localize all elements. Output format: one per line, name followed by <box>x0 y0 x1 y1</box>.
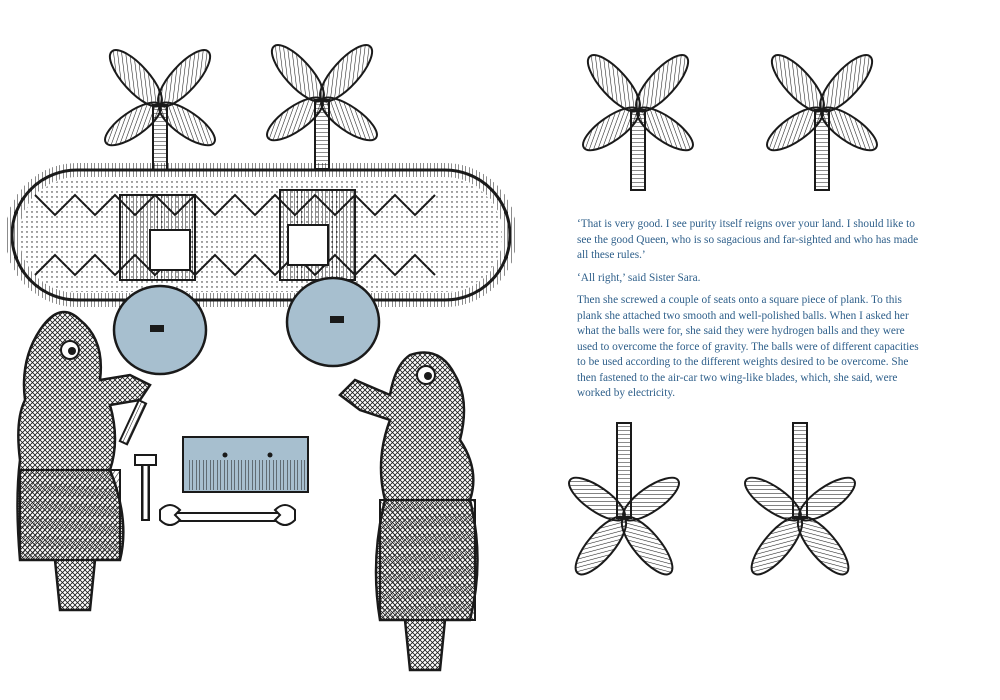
hydrogen-ball-icon <box>287 278 379 366</box>
hydrogen-ball-icon <box>114 286 206 374</box>
propeller-icon <box>739 423 861 582</box>
story-paragraph: Then she screwed a couple of seats onto a square piece of plank. To this plank she attached two smooth and well-polished balls. When I asked her what the balls were for, she said they were hydrogen balls and they were used to overcome the force of gravity. The balls were of different capacities to be used according to the different weights desired to be overcome. She then fastened to the air-car two wing-like blades, which, she said, were worked by electricity. <box>577 294 919 399</box>
plank-icon <box>183 437 308 492</box>
propeller-icon <box>261 38 383 180</box>
propeller-icon <box>563 423 685 582</box>
story-paragraph: ‘All right,’ said Sister Sara. <box>577 271 701 284</box>
air-car-body <box>12 170 510 300</box>
story-paragraph: ‘That is very good. I see purity itself reigns over your land. I should like to see the good Queen, who is so sagacious and far-sighted and who has made all these rules.’ <box>577 218 919 261</box>
story-text <box>577 217 922 409</box>
propeller-icon <box>577 48 699 190</box>
wrench-icon <box>160 505 295 525</box>
propeller-icon <box>761 48 883 190</box>
wrench-icon <box>135 455 156 520</box>
wrench-icon <box>120 400 146 444</box>
woman-figure <box>340 353 478 671</box>
air-car-illustration <box>12 38 510 670</box>
